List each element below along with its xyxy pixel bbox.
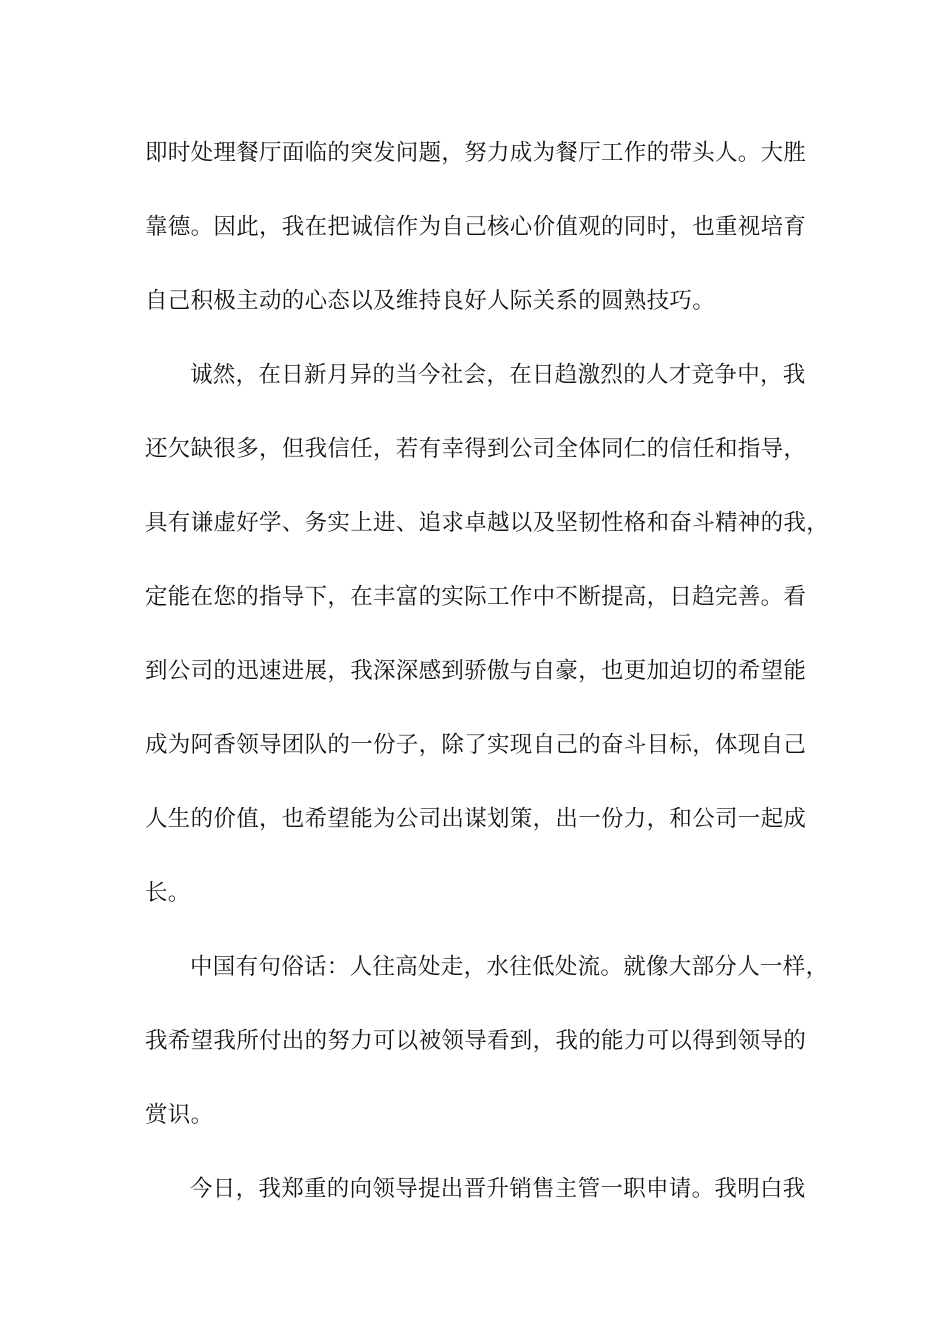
text-line: 靠德。因此，我在把诚信作为自己核心价值观的同时，也重视培育: [145, 214, 807, 240]
text-line: 我希望我所付出的努力可以被领导看到，我的能力可以得到领导的: [145, 1028, 807, 1054]
text-line: 赏识。: [145, 1102, 214, 1128]
text-line: 自己积极主动的心态以及维持良好人际关系的圆熟技巧。: [145, 288, 716, 314]
text-line: 定能在您的指导下，在丰富的实际工作中不断提高，日趋完善。看: [145, 584, 807, 610]
text-line: 到公司的迅速进展，我深深感到骄傲与自豪，也更加迫切的希望能: [145, 658, 807, 684]
text-line: 即时处理餐厅面临的突发问题，努力成为餐厅工作的带头人。大胜: [145, 140, 807, 166]
paragraph-start-line: 诚然，在日新月异的当今社会，在日趋激烈的人才竞争中，我: [190, 362, 806, 388]
paragraph-start-line: 中国有句俗话：人往高处走，水往低处流。就像大部分人一样，: [190, 954, 829, 980]
text-line: 人生的价值，也希望能为公司出谋划策，出一份力，和公司一起成: [145, 806, 807, 832]
text-line: 具有谦虚好学、务实上进、追求卓越以及坚韧性格和奋斗精神的我，: [145, 510, 830, 536]
text-line: 成为阿香领导团队的一份子，除了实现自己的奋斗目标，体现自己: [145, 732, 807, 758]
paragraph-start-line: 今日，我郑重的向领导提出晋升销售主管一职申请。我明白我: [190, 1176, 806, 1202]
text-line: 长。: [145, 880, 191, 906]
text-line: 还欠缺很多，但我信任，若有幸得到公司全体同仁的信任和指导，: [145, 436, 807, 462]
